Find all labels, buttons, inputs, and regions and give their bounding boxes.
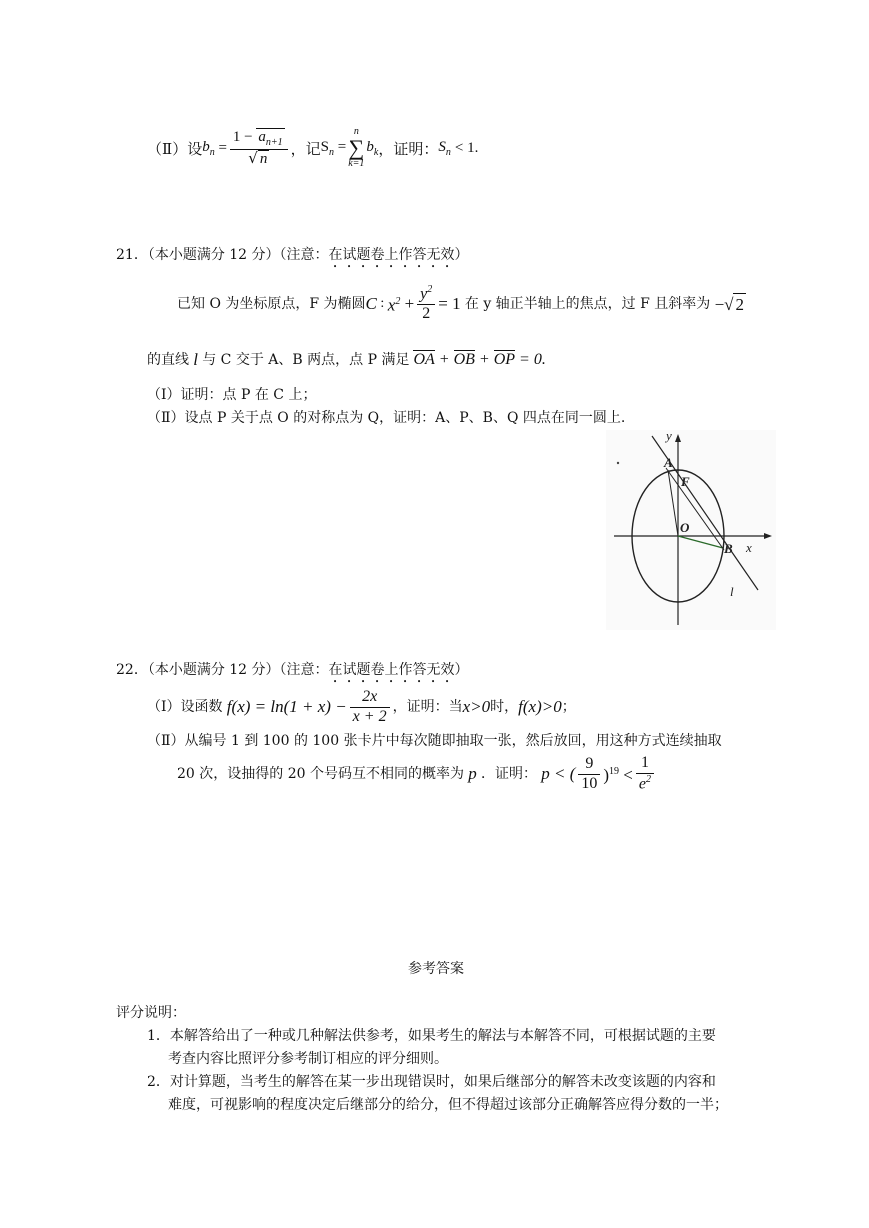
q22-header-prefix: 22．（本小题满分 12 分）（注意：	[116, 662, 329, 678]
formula-2x-over-x2: $\frac{2x}{x + 2}$	[350, 688, 390, 726]
formula-fx: f(x) = ln(1 + x) −	[222, 697, 347, 716]
q20-part2-label: （Ⅱ）设	[147, 139, 203, 158]
answers-title: 参考答案	[408, 961, 464, 977]
formula-9-over-10: $\frac{9}{10}$	[578, 755, 600, 793]
q22-part1	[147, 686, 576, 728]
formula-bn: $b_n$	[202, 138, 215, 158]
formula-sum: n ∑ k=1	[348, 126, 365, 169]
label-l: l	[730, 584, 734, 599]
formula-ellipse: C	[365, 294, 377, 313]
q22-part2-line2	[177, 752, 657, 796]
q22-part2-line1: （Ⅱ）从编号 1 到 100 的 100 张卡片中每次随即抽取一张，然后放回，用这种方式连续抽取	[147, 733, 722, 749]
q21-line2-a: 的直线	[147, 352, 189, 368]
formula-Sn: $S_n$ =	[320, 138, 347, 158]
formula-slope: −√ 2	[710, 294, 744, 314]
q21-intro	[177, 282, 746, 326]
formula-ellipse-colon: :	[376, 296, 388, 311]
formula-Sn2: $S_n$	[438, 138, 451, 158]
grading-item1-line1: 1．本解答给出了一种或几种解法供参考，如果考生的解法与本解答不同，可根据试题的主要	[147, 1028, 716, 1044]
label-B: B	[724, 541, 733, 556]
q21-header	[116, 244, 469, 271]
q20-part2	[147, 120, 478, 176]
q22-part1-c: 时，	[490, 699, 519, 715]
formula-p-ineq: p < (	[536, 764, 576, 783]
q20-part2-ineq: < 1.	[454, 139, 479, 156]
formula-p: p	[463, 764, 481, 783]
formula-x2: $x^2$	[387, 295, 401, 315]
formula-fx-gt-0: f(x)>0	[518, 697, 562, 716]
formula-y2-over-2: $\frac{y^2}{2}$	[417, 284, 435, 323]
q21-part1: （Ⅰ）证明：点 P 在 C 上；	[147, 387, 317, 403]
q20-part2-end: ，证明：	[378, 139, 439, 158]
grading-item1-line2: 考查内容比照评分参考制订相应的评分细则。	[168, 1051, 448, 1067]
q22-header-suffix: ）	[454, 662, 469, 678]
formula-l: l	[189, 350, 203, 369]
q21-intro-line2	[147, 349, 546, 371]
q22-part2-line2-a: 20 次，设抽得的 20 个号码互不相同的概率为	[177, 766, 464, 782]
q21-part2: （Ⅱ）设点 P 关于点 O 的对称点为 Q，证明：A、P、B、Q 四点在同一圆上.	[147, 410, 626, 426]
q22-part1-a: （Ⅰ）设函数	[147, 699, 223, 715]
grading-label: 评分说明：	[116, 1005, 186, 1021]
q21-intro-a: 已知 O 为坐标原点，F 为椭圆	[177, 296, 366, 312]
label-x: x	[746, 540, 752, 555]
formula-1-over-e2: $\frac{1}{e^2}$	[636, 754, 654, 793]
q21-line2-b: 与 C 交于 A、B 两点，点 P 满足	[202, 352, 410, 368]
formula-eq-1: = 1	[438, 294, 465, 313]
ellipse-figure	[606, 430, 776, 630]
label-A: A	[664, 455, 673, 470]
q21-header-emph: 在试题卷上作答无效	[328, 247, 455, 263]
grading-item2-line1: 2．对计算题，当考生的解答在某一步出现错误时，如果后继部分的解答未改变该题的内容和	[147, 1074, 716, 1090]
formula-pow19: )$^{19}$ <	[603, 765, 633, 785]
formula-bk: $b_k$	[366, 138, 379, 158]
formula-bn-frac: $\frac{1 - a_{n+1}}{√ n}$	[230, 128, 288, 168]
q22-part1-b: ，证明：当	[392, 699, 463, 715]
label-y: y	[666, 430, 672, 443]
formula-eq: =	[214, 139, 227, 156]
q21-intro-b: 在 y 轴正半轴上的焦点，过 F 且斜率为	[464, 296, 711, 312]
formula-plus: +	[400, 294, 415, 313]
q21-header-suffix: ）	[454, 247, 469, 263]
q22-part1-d: ；	[561, 699, 576, 715]
q22-part2-line2-b: ．证明：	[480, 766, 537, 782]
grading-item2-line2: 难度，可视影响的程度决定后继部分的给分，但不得超过该部分正确解答应得分数的一半；	[168, 1097, 728, 1113]
q22-header	[116, 659, 469, 686]
formula-vectors: OA + OB + OP = 0.	[413, 351, 546, 368]
stray-dot	[617, 462, 619, 464]
q22-header-emph: 在试题卷上作答无效	[328, 662, 455, 678]
label-O: O	[680, 520, 690, 535]
label-F: F	[681, 474, 690, 489]
formula-x-gt-0: x>0	[462, 697, 491, 716]
q21-header-prefix: 21．（本小题满分 12 分）（注意：	[116, 247, 329, 263]
q20-part2-mid: ，记	[290, 139, 321, 158]
